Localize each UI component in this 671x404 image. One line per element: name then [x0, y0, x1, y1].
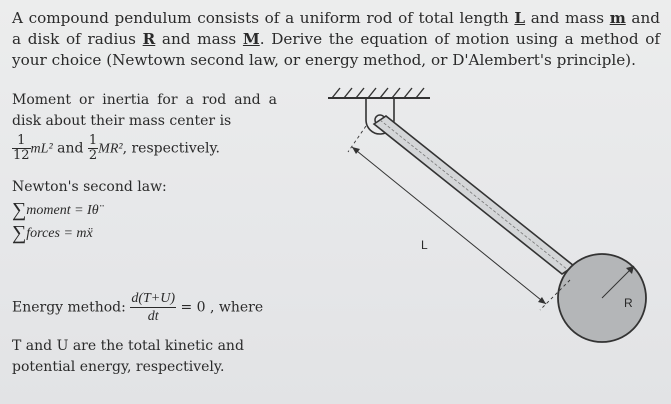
- problem-text-3: and a disk of radius: [12, 9, 660, 48]
- and-word: and: [52, 140, 88, 157]
- ceiling-hatch: [332, 88, 424, 98]
- energy-rhs: = 0 , where: [180, 299, 264, 316]
- radius-label: R: [624, 296, 633, 310]
- problem-var-M: M: [242, 30, 260, 48]
- energy-note: T and U are the total kinetic and potential energy, respectively.: [12, 338, 244, 375]
- force-equation: ∑forces = mẍ: [12, 222, 93, 244]
- problem-statement: [12, 8, 660, 71]
- pendulum-diagram: [300, 80, 670, 400]
- disk-fraction: $\frac{1}{2}$: [88, 133, 98, 163]
- problem-text-1: A compound pendulum consists of a uniform rod of total length: [12, 9, 515, 27]
- hints-column: [12, 90, 282, 246]
- rod-inertia-expr: mL²: [30, 141, 53, 157]
- dim-extension-top: [348, 126, 366, 152]
- moment-of-inertia-intro: Moment or inertia for a rod and a disk about their mass center is: [12, 92, 277, 129]
- problem-var-R: R: [142, 30, 156, 48]
- problem-var-m: m: [609, 9, 626, 27]
- respectively-text: , respectively.: [122, 140, 221, 157]
- energy-derivative: $\frac{d(T+U)}{dt}$: [131, 291, 175, 324]
- disk-inertia-expr: MR²: [98, 141, 123, 157]
- problem-text-4: and mass: [155, 30, 243, 48]
- problem-var-L: L: [514, 9, 526, 27]
- rod-fraction: $\frac{1}{12}$: [13, 133, 30, 163]
- problem-text-5: . Derive the equation of motion using a method of your choice (Newtown second law, or energy method, or D'Alembert's principle).: [12, 30, 660, 69]
- problem-text-2: and mass: [525, 9, 610, 27]
- energy-label: Energy method:: [12, 299, 126, 316]
- energy-method: [12, 290, 263, 325]
- moment-equation: ∑moment = Iθ̈: [12, 199, 99, 221]
- newton-heading: Newton's second law:: [12, 179, 167, 195]
- length-label: L: [421, 238, 428, 252]
- moment-of-inertia-formula: [12, 134, 282, 163]
